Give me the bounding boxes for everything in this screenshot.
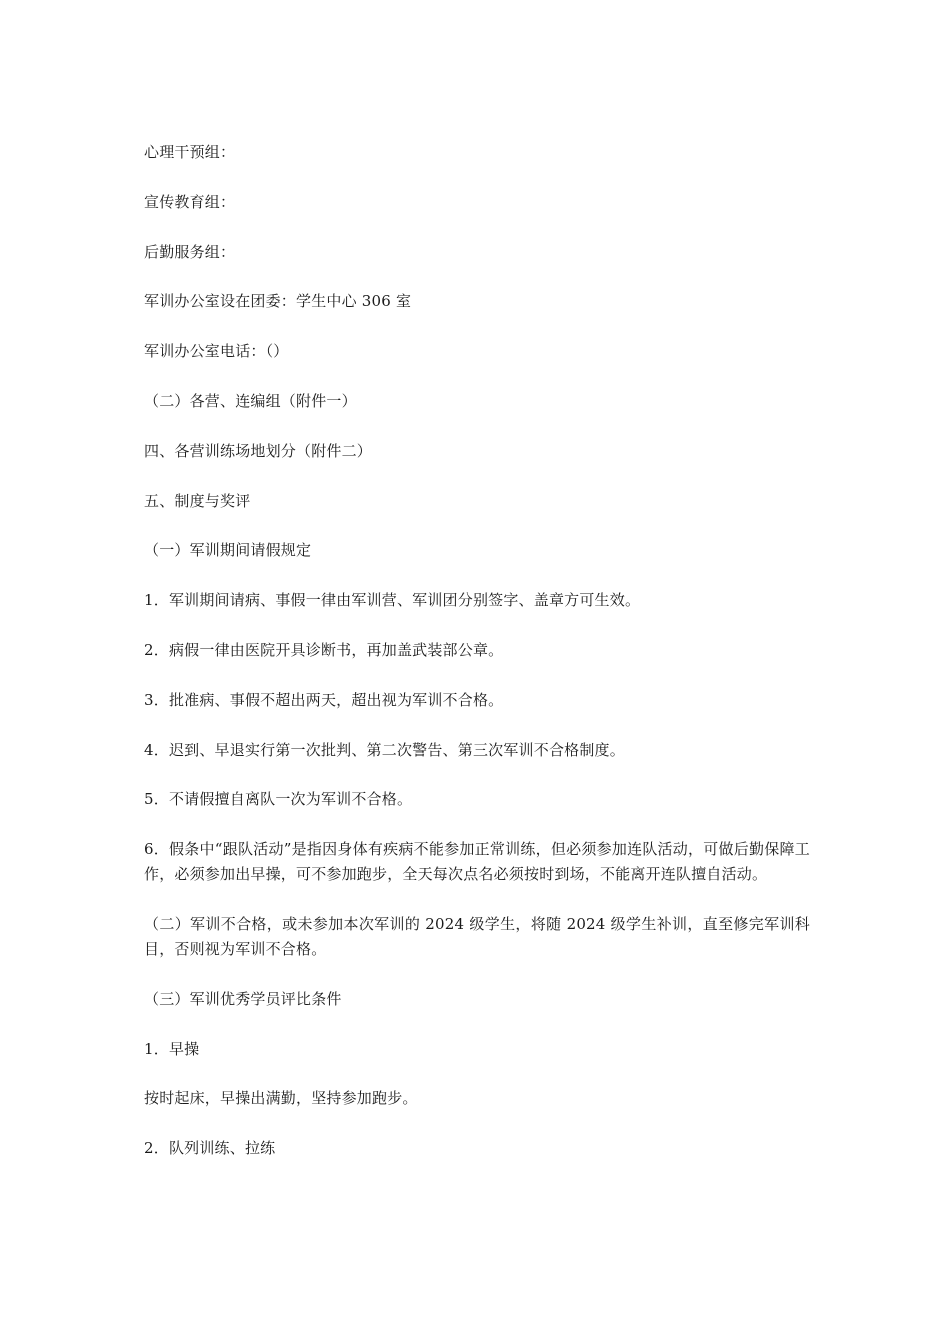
paragraph-morning-exercise: 按时起床，早操出满勤，坚持参加跑步。 bbox=[144, 1089, 418, 1108]
list-item: 6．假条中“跟队活动”是指因身体有疾病不能参加正常训练，但必须参加连队活动，可做后勤保障工作，必须参加出早操，可不参加跑步，全天每次点名必须按时到场，不能离开连队擅自活动。 bbox=[144, 840, 810, 884]
document-body bbox=[144, 140, 810, 1186]
paragraph-office-phone: 军训办公室电话：（） bbox=[144, 342, 289, 361]
paragraph-section-grouping: （二）各营、连编组（附件一） bbox=[144, 391, 357, 410]
list-item: 1．早操 bbox=[144, 1039, 200, 1058]
paragraph-logistics-group: 后勤服务组： bbox=[144, 242, 236, 261]
list-item: 2．队列训练、拉练 bbox=[144, 1139, 276, 1158]
list-item: 3．批准病、事假不超出两天，超出视为军训不合格。 bbox=[144, 690, 504, 709]
paragraph-office-location: 军训办公室设在团委：学生中心 306 室 bbox=[144, 292, 412, 311]
paragraph-psych-group: 心理干预组： bbox=[144, 143, 236, 161]
section-heading-5: 五、制度与奖评 bbox=[144, 491, 251, 510]
list-item: 2．病假一律由医院开具诊断书，再加盖武装部公章。 bbox=[144, 640, 504, 659]
subsection-heading-awards: （三）军训优秀学员评比条件 bbox=[144, 989, 342, 1008]
list-item: 4．迟到、早退实行第一次批判、第二次警告、第三次军训不合格制度。 bbox=[144, 740, 625, 759]
list-item: 1．军训期间请病、事假一律由军训营、军训团分别签字、盖章方可生效。 bbox=[144, 591, 641, 610]
paragraph-publicity-group: 宣传教育组： bbox=[144, 192, 236, 211]
subsection-heading-leave: （一）军训期间请假规定 bbox=[144, 541, 312, 560]
paragraph-failing-rule: （二）军训不合格，或未参加本次军训的 2024 级学生，将随 2024 级学生补训，直至修完军训科目，否则视为军训不合格。 bbox=[144, 914, 810, 958]
section-heading-4: 四、各营训练场地划分（附件二） bbox=[144, 441, 373, 460]
list-item: 5．不请假擅自离队一次为军训不合格。 bbox=[144, 790, 413, 809]
